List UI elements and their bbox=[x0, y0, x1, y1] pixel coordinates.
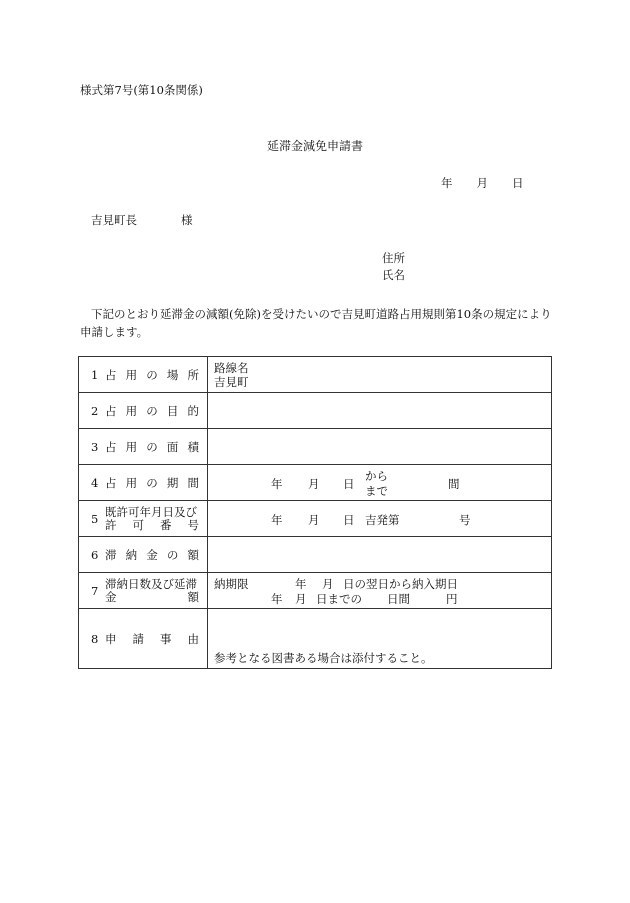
address-label: 住所 bbox=[382, 251, 405, 265]
value-arrears[interactable] bbox=[208, 537, 552, 573]
permit-month: 月 bbox=[308, 513, 320, 527]
table-row bbox=[79, 429, 552, 465]
row-label: 7 滞納日数及び延滞 金 額 bbox=[79, 573, 208, 609]
date-line bbox=[441, 175, 524, 191]
period-day: 日 bbox=[343, 477, 355, 491]
table-row bbox=[79, 573, 552, 609]
body-text: 下記のとおり延滞金の減額(免除)を受けたいので吉見町道路占用規則第10条の規定により申請します。 bbox=[80, 307, 552, 339]
late-month-2: 月 bbox=[295, 592, 307, 606]
addressee-name: 吉見町長 bbox=[91, 213, 137, 227]
application-table bbox=[78, 356, 552, 669]
permit-day: 日 bbox=[343, 513, 355, 527]
late-text-2: 日までの bbox=[316, 592, 362, 606]
label-late-fee: 滞納日数及び延滞 金 額 bbox=[105, 576, 199, 604]
late-days: 日間 bbox=[387, 592, 410, 606]
table-row bbox=[79, 393, 552, 429]
deadline-label: 納期限 bbox=[214, 577, 249, 591]
form-number: 様式第7号(第10条関係) bbox=[80, 83, 203, 97]
period-from: から bbox=[365, 469, 388, 483]
date-day: 日 bbox=[512, 176, 524, 190]
table-row bbox=[79, 357, 552, 393]
row-label: 5 既許可年月日及び 許 可 番 号 bbox=[79, 501, 208, 537]
town-label: 吉見町 bbox=[214, 374, 249, 389]
permit-year: 年 bbox=[271, 513, 283, 527]
row-label: 2 占 用 の 目 的 bbox=[79, 393, 208, 429]
table-row bbox=[79, 609, 552, 669]
route-name-label: 路線名 bbox=[214, 360, 249, 375]
table-row bbox=[79, 465, 552, 501]
period-month: 月 bbox=[308, 477, 320, 491]
label-arrears: 滞 納 金 の 額 bbox=[105, 547, 199, 562]
late-year-2: 年 bbox=[271, 592, 283, 606]
period-suffix: 間 bbox=[448, 477, 460, 491]
late-text-1: 日の翌日から納入期日 bbox=[343, 577, 458, 591]
row-label: 1 占 用 の 場 所 bbox=[79, 357, 208, 393]
period-year: 年 bbox=[271, 477, 283, 491]
addressee bbox=[91, 212, 193, 228]
late-month-1: 月 bbox=[322, 577, 334, 591]
value-purpose[interactable] bbox=[208, 393, 552, 429]
row-label: 6 滞 納 金 の 額 bbox=[79, 537, 208, 573]
reason-note: 参考となる図書ある場合は添付すること。 bbox=[214, 651, 433, 665]
document-title: 延滞金減免申請書 bbox=[266, 139, 363, 153]
value-permit[interactable] bbox=[208, 501, 552, 537]
row-label: 3 占 用 の 面 積 bbox=[79, 429, 208, 465]
date-year: 年 bbox=[441, 176, 453, 190]
permit-prefix: 吉発第 bbox=[365, 513, 400, 527]
value-area[interactable] bbox=[208, 429, 552, 465]
period-to: まで bbox=[365, 484, 388, 498]
label-area: 占 用 の 面 積 bbox=[105, 439, 199, 454]
permit-suffix: 号 bbox=[459, 513, 471, 527]
table-row bbox=[79, 537, 552, 573]
value-late-fee[interactable] bbox=[208, 573, 552, 609]
late-yen: 円 bbox=[446, 592, 458, 606]
late-year-1: 年 bbox=[295, 577, 307, 591]
label-purpose: 占 用 の 目 的 bbox=[105, 403, 199, 418]
label-permit: 既許可年月日及び 許 可 番 号 bbox=[105, 504, 199, 532]
value-reason[interactable] bbox=[208, 609, 552, 669]
name-label: 氏名 bbox=[382, 268, 405, 282]
row-label: 4 占 用 の 期 間 bbox=[79, 465, 208, 501]
addressee-honorific: 様 bbox=[181, 213, 193, 227]
value-location[interactable] bbox=[208, 357, 552, 393]
table-row bbox=[79, 501, 552, 537]
label-location: 占 用 の 場 所 bbox=[105, 367, 199, 382]
label-reason: 申 請 事 由 bbox=[105, 631, 199, 646]
label-period: 占 用 の 期 間 bbox=[105, 475, 199, 490]
date-month: 月 bbox=[476, 176, 488, 190]
row-label: 8 申 請 事 由 bbox=[79, 609, 208, 669]
value-period[interactable] bbox=[208, 465, 552, 501]
